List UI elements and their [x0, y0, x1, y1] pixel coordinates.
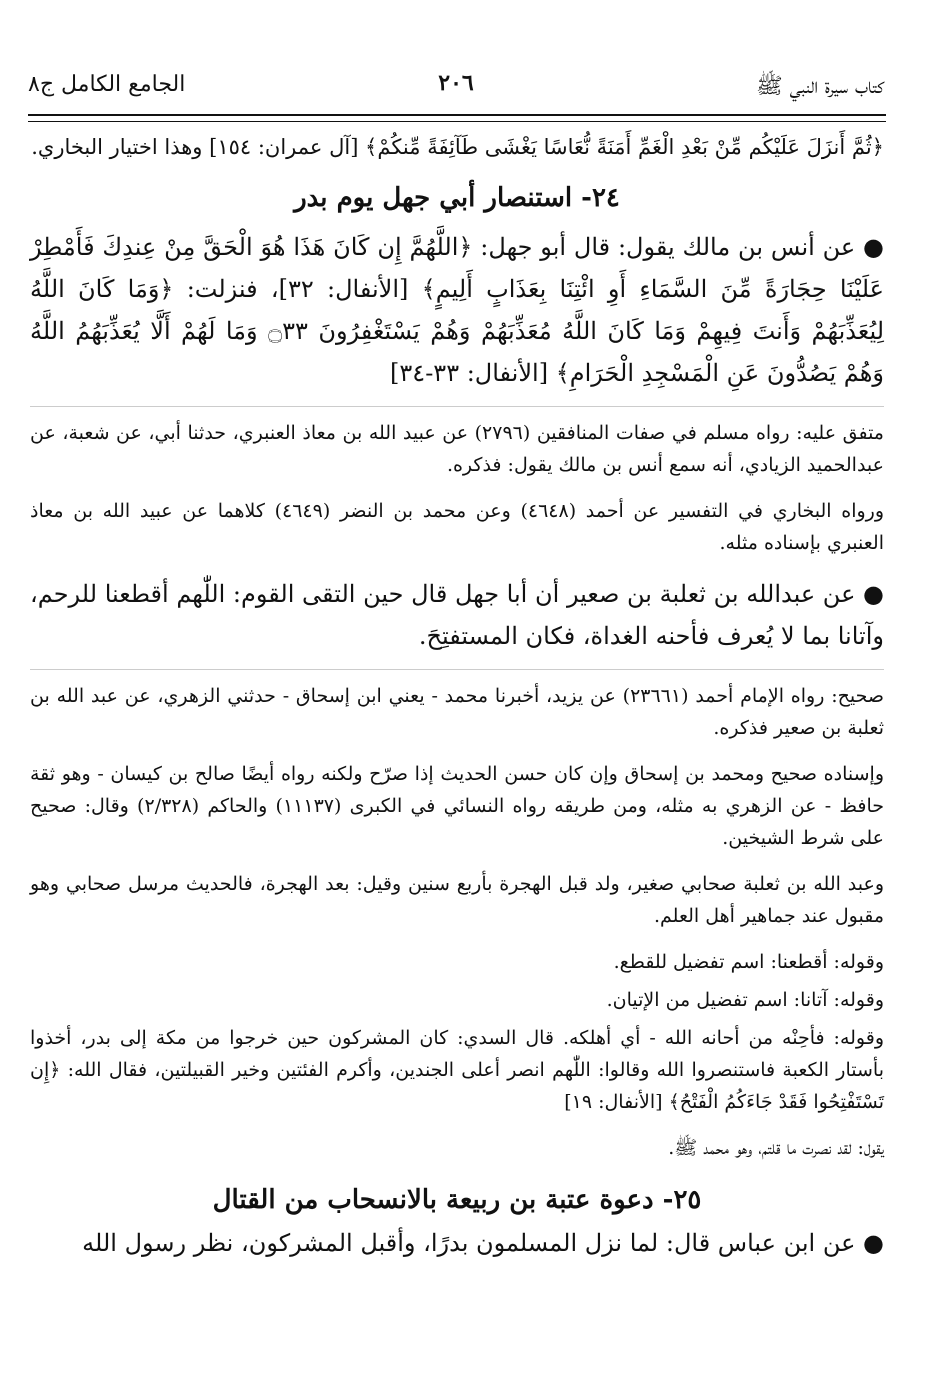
header-rule-thin [28, 121, 886, 122]
section-25-title: ٢٥- دعوة عتبة بن ربيعة بالانسحاب من القتال [212, 1185, 702, 1215]
note-1b: ورواه البخاري في التفسير عن أحمد (٤٦٤٨) وعن محمد بن النضر (٤٦٤٩) كلاهما عن عبيد الله بن معاذ العنبري بإسناده مثله. [30, 500, 884, 554]
note-2f: وقوله: فأحِنْه من أحانه الله - أي أهلكه. قال السدي: كان المشركون حين خرجوا من مكة إلى بدر، أخذوا بأستار الكعبة فاستنصروا الله وقالوا: اللّٰهم انصر أعلى الجندين، وأكرم الفئتين وخير القبيلتين، فقال الله: ﴿إِن تَسْتَفْتِحُوا فَقَدْ جَاءَكُمُ الْفَتْحُ﴾ [الأنفال: ١٩] [30, 1027, 884, 1113]
page-number: ٢٠٦ [438, 70, 474, 96]
header-rule-thick [28, 114, 886, 116]
note-2d: وقوله: أقطعنا: اسم تفضيل للقطع. [613, 951, 884, 973]
note-2c: وعبد الله بن ثعلبة صحابي صغير، ولد قبل الهجرة بأربع سنين وقيل: بعد الهجرة، فالحديث مرسل صحابي وهو مقبول عند جماهير أهل العلم. [30, 873, 884, 927]
hadith-1: ● عن أنس بن مالك يقول: قال أبو جهل: ﴿اللَّهُمَّ إِن كَانَ هَذَا هُوَ الْحَقَّ مِنْ عِندِكَ فَأَمْطِرْ عَلَيْنَا حِجَارَةً مِّنَ السَّمَاءِ أَوِ ائْتِنَا بِعَذَابٍ أَلِيمٍ﴾ [الأنفال: ٣٢]، فنزلت: ﴿وَمَا كَانَ اللَّهُ لِيُعَذِّبَهُمْ وَأَنتَ فِيهِمْ وَمَا كَانَ اللَّهُ مُعَذِّبَهُمْ وَهُمْ يَسْتَغْفِرُونَ ۝٣٣ وَمَا لَهُمْ أَلَّا يُعَذِّبَهُمُ اللَّهُ وَهُمْ يَصُدُّونَ عَنِ الْمَسْجِدِ الْحَرَامِ﴾ [الأنفال: ٣٣-٣٤] [30, 233, 885, 387]
note-2a: صحيح: رواه الإمام أحمد (٢٣٦٦١) عن يزيد، أخبرنا محمد - يعني ابن إسحاق - حدثني الزهري، عن عبد الله بن ثعلبة بن صعير فذكره. [30, 685, 884, 739]
note-1a: متفق عليه: رواه مسلم في صفات المنافقين (٢٧٩٦) عن عبيد الله بن معاذ العنبري، حدثنا أبي، عن شعبة، عن عبدالحميد الزيادي، أنه سمع أنس بن مالك يقول: فذكره. [30, 422, 884, 476]
section-24-title: ٢٤- استنصار أبي جهل يوم بدر [294, 183, 620, 213]
book-title: كتاب سيرة النبي ﷺ [756, 74, 884, 99]
hadith-3: ● عن ابن عباس قال: لما نزل المسلمون بدرًا، وأقبل المشركون، نظر رسول الله [82, 1229, 884, 1257]
note-2e: وقوله: آتانا: اسم تفضيل من الإتيان. [606, 989, 884, 1011]
volume-label: الجامع الكامل ج٨ [28, 72, 186, 97]
hadith-2: ● عن عبدالله بن ثعلبة بن صعير أن أبا جهل قال حين التقى القوم: اللّٰهم أقطعنا للرحم، وآتانا بما لا يُعرف فأحنه الغداة، فكان المستفتِحَ. [30, 580, 884, 650]
top-verse-line: ﴿ثُمَّ أَنزَلَ عَلَيْكُم مِّنْ بَعْدِ الْغَمِّ أَمَنَةً نُّعَاسًا يَغْشَى طَآئِفَةً مِّنكُمْ﴾ [آل عمران: ١٥٤] وهذا اختيار البخاري. [31, 135, 884, 159]
note-2g: يقول: لقد نصرت ما قلتم، وهو محمد ﷺ. [668, 1137, 884, 1159]
divider [30, 669, 884, 670]
page-header [28, 68, 884, 108]
page-content [30, 126, 884, 1276]
divider [30, 406, 884, 407]
note-2b: وإسناده صحيح ومحمد بن إسحاق وإن كان حسن الحديث إذا صرّح ولكنه رواه أيضًا صالح بن كيسان - وهو ثقة حافظ - عن الزهري به مثله، ومن طريقه رواه النسائي في الكبرى (١١١٣٧) والحاكم (٢/٣٢٨) وقال: صحيح على شرط الشيخين. [30, 763, 884, 849]
